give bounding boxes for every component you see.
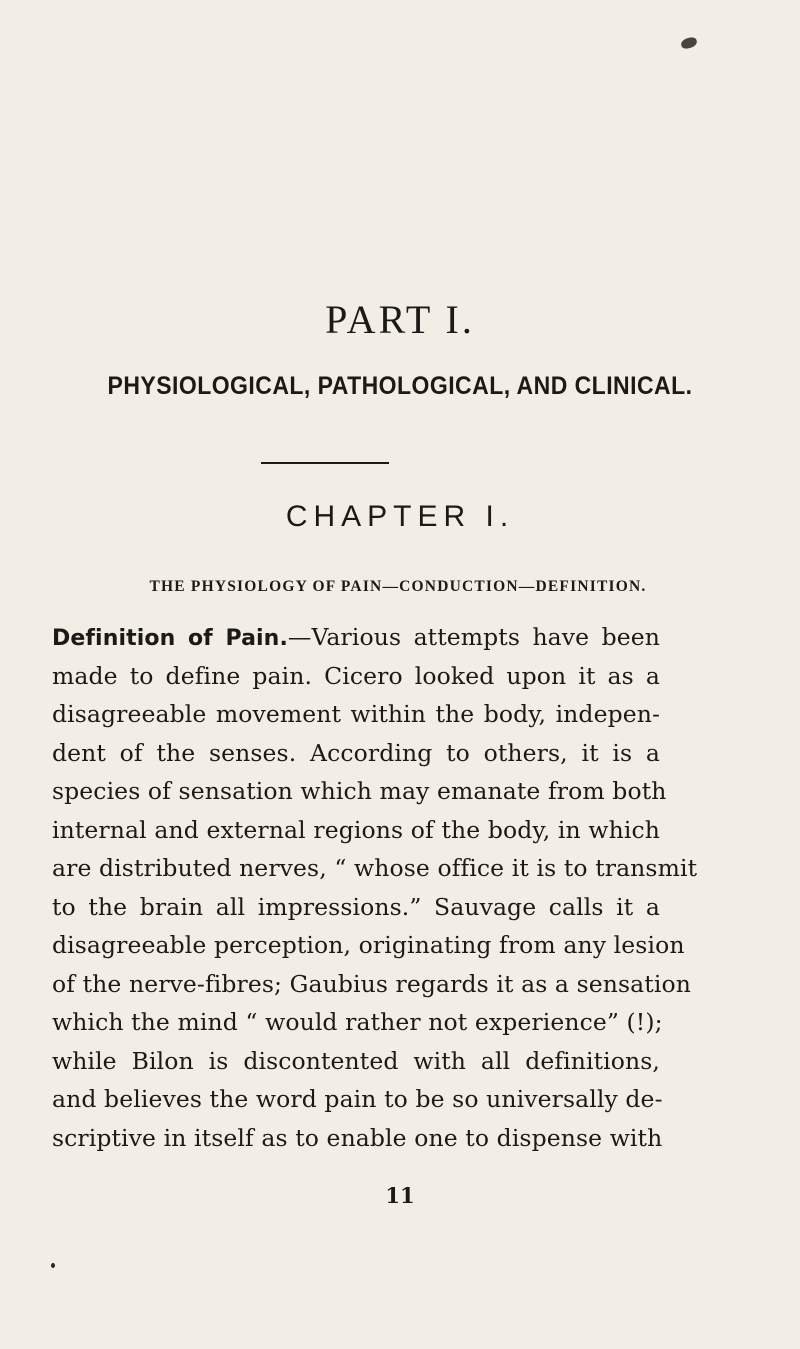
body-line: and believes the word pain to be so universally de- [52, 1085, 663, 1113]
body-line: to the brain all impressions.” Sauvage calls it a [52, 892, 660, 921]
body-line: species of sensation which may emanate from both [52, 777, 667, 805]
body-line: disagreeable movement within the body, indepen- [52, 700, 660, 728]
run-in-heading: Definition of Pain. [52, 626, 288, 651]
body-line: scriptive in itself as to enable one to dispense with [52, 1123, 663, 1152]
body-line: are distributed nerves, “ whose office it is to transmit [52, 854, 698, 882]
body-line: dent of the senses. According to others, it is a [52, 738, 660, 767]
body-line [52, 618, 660, 657]
body-line-text: —Various attempts have been [287, 623, 661, 651]
body-line: of the nerve-fibres; Gaubius regards it as a sensation [52, 969, 691, 998]
part-subtitle: PHYSIOLOGICAL, PATHOLOGICAL, AND CLINICAL. [107, 372, 693, 400]
body-line: made to define pain. Cicero looked upon it as a [52, 661, 660, 690]
ink-speck-mark [51, 1263, 55, 1268]
page-number: 11 [385, 1183, 415, 1208]
chapter-subtitle: THE PHYSIOLOGY OF PAIN—CONDUCTION—DEFINITION. [149, 578, 647, 595]
body-line: while Bilon is discontented with all definitions, [52, 1046, 660, 1075]
part-title: PART I. [325, 297, 475, 342]
chapter-title: CHAPTER I. [285, 500, 515, 533]
body-line: internal and external regions of the body, in which [52, 815, 660, 844]
ink-blot-mark [680, 36, 698, 50]
body-paragraph [52, 618, 698, 1157]
body-line: which the mind “ would rather not experience” (!); [52, 1008, 663, 1036]
section-divider [261, 462, 389, 464]
body-line: disagreeable perception, originating from any lesion [52, 931, 685, 959]
